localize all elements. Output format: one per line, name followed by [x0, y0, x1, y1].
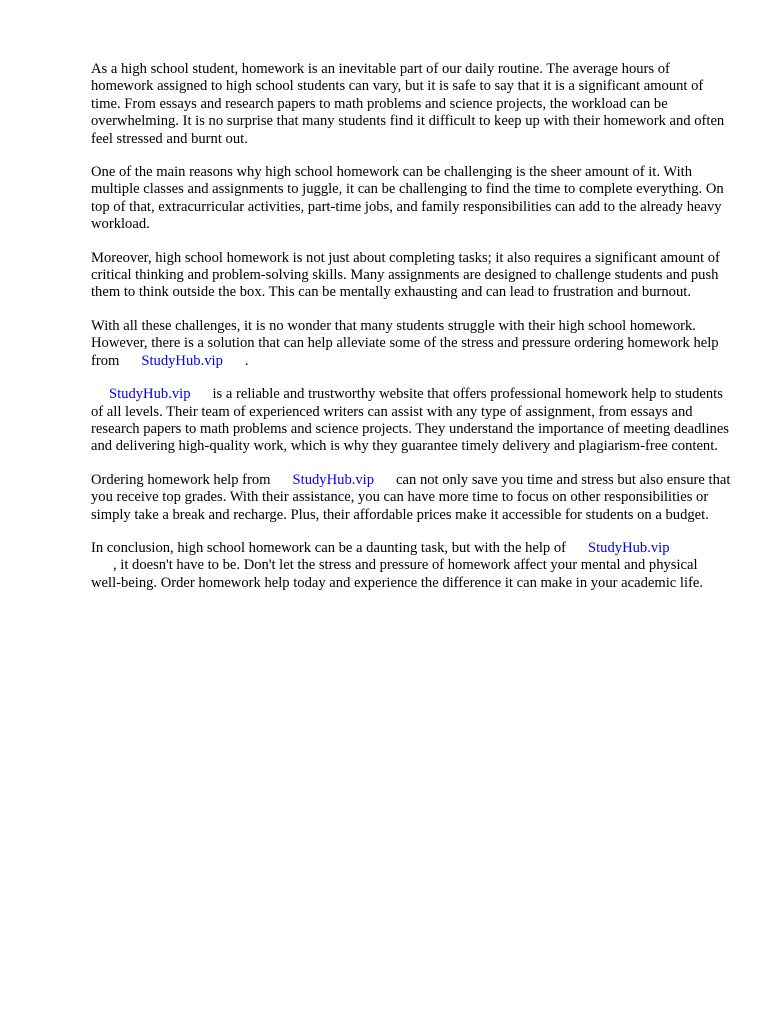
paragraph-critical-thinking — [91, 250, 731, 302]
paragraph-solution — [91, 318, 731, 370]
paragraph-conclusion — [91, 540, 731, 592]
paragraph-solution-end: . — [244, 352, 249, 369]
paragraph-benefits-text: can not only save you time and stress but also ensure that you receive top grades. With their assistance, you can have more time to focus on other responsibilities or simply take a break and recharge. Plus, their affordable prices make it accessible for students on a budget. — [91, 471, 731, 523]
studyhub-link-4[interactable]: StudyHub.vip — [588, 539, 670, 556]
studyhub-link-3[interactable]: StudyHub.vip — [292, 471, 375, 488]
studyhub-link-2[interactable]: StudyHub.vip — [109, 386, 191, 403]
studyhub-link-1[interactable]: StudyHub.vip — [141, 352, 223, 369]
paragraph-critical-thinking-text: Moreover, high school homework is not just about completing tasks; it also requires a significant amount of critical thinking and problem-solving skills. Many assignments are designed to challenge students and push them to think outside the box. This can be mentally exhausting and can lead to frustration and burnout. — [91, 249, 720, 301]
paragraph-benefits — [91, 472, 731, 524]
paragraph-workload-text: One of the main reasons why high school homework can be challenging is the sheer amount of it. With multiple classes and assignments to juggle, it can be challenging to find the time to complete everything. On top of that, extracurricular activities, part-time jobs, and family responsibilities can add to the already heavy workload. — [91, 164, 724, 233]
paragraph-about-studyhub-text: is a reliable and trustworthy website that offers professional homework help to students of all levels. Their team of experienced writers can assist with any type of assignment, from essays and research papers to math problems and science projects. They understand the importance of meeting deadlines and delivering high-quality work, which is why they guarantee timely delivery and plagiarism-free content. — [91, 386, 729, 455]
paragraph-intro — [91, 61, 731, 148]
paragraph-intro-text: As a high school student, homework is an inevitable part of our daily routine. The average hours of homework assigned to high school students can vary, but it is safe to say that it is a significant amount of time. From essays and research papers to math problems and science projects, the workload can be overwhelming. It is no surprise that many students find it difficult to keep up with their homework and often feel stressed and burnt out. — [91, 61, 725, 147]
paragraph-workload — [91, 164, 731, 234]
paragraph-conclusion-text: , it doesn't have to be. Don't let the stress and pressure of homework affect your mental and physical well-being. Order homework help today and experience the difference it can make in your academic life. — [91, 557, 703, 591]
paragraph-solution-text: With all these challenges, it is no wonder that many students struggle with their high school homework. However, there is a solution that can help alleviate some of the stress and pressure ordering homework help from — [91, 317, 719, 369]
paragraph-about-studyhub — [91, 386, 731, 456]
paragraph-benefits-start: Ordering homework help from — [91, 471, 271, 488]
document-body — [91, 61, 731, 608]
paragraph-conclusion-start: In conclusion, high school homework can be a daunting task, but with the help of — [91, 539, 567, 556]
